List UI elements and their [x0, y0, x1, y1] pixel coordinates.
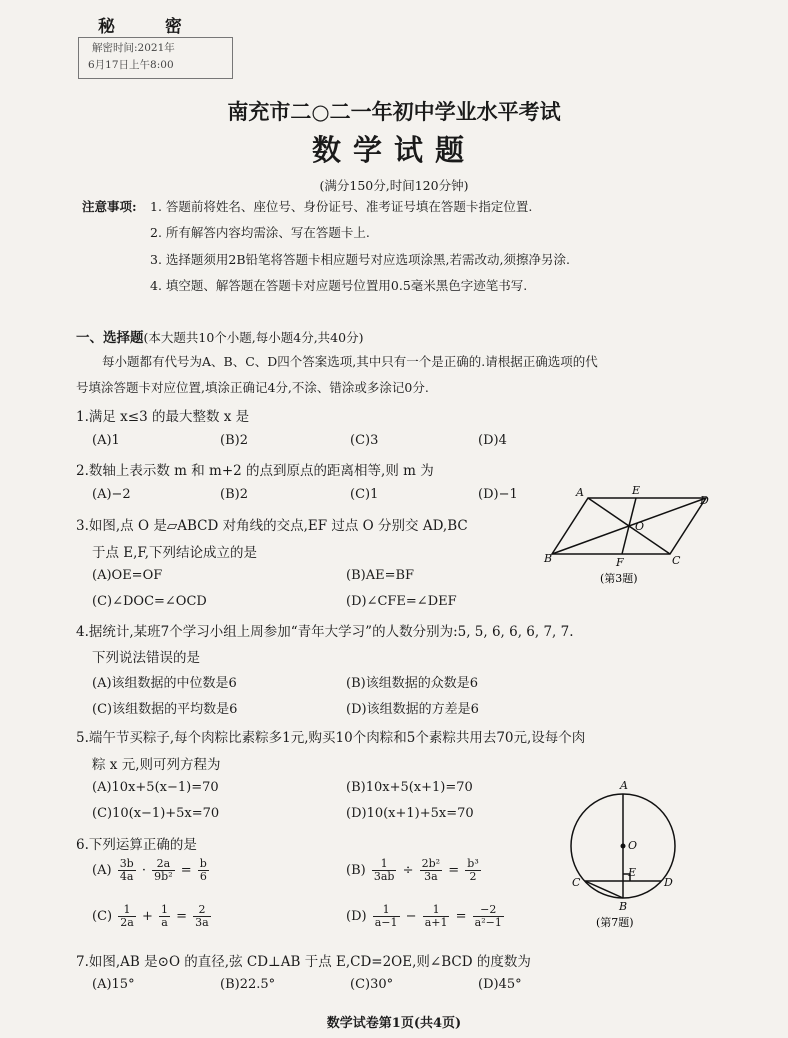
numerator: 1: [160, 903, 168, 916]
secret-label: 秘 密: [98, 17, 204, 37]
denominator: a+1: [424, 916, 448, 929]
fraction: [159, 904, 170, 929]
question-stem: 7.如图,AB 是⊙O 的直径,弦 CD⊥AB 于点 E,CD=2OE,则∠BCD 的度数为: [76, 954, 531, 970]
point-label: C: [572, 876, 581, 889]
option-d: [346, 904, 506, 929]
point-label: F: [616, 556, 624, 569]
option-a: (A)15°: [92, 977, 135, 992]
numerator: 1: [118, 904, 136, 917]
note-item: 1. 答题前将姓名、座位号、身份证号、准考证号填在答题卡指定位置.: [150, 199, 533, 214]
option-b: (B)2: [220, 433, 248, 448]
numerator: 2b²: [421, 857, 441, 870]
note-item: 2. 所有解答内容均需涂、写在答题卡上.: [150, 225, 370, 240]
point-label: A: [620, 779, 628, 792]
option-label: (C): [92, 909, 113, 924]
operator: +: [141, 909, 153, 924]
fraction: [118, 858, 136, 883]
exam-meta: (满分150分,时间120分钟): [319, 178, 469, 193]
option-b: [346, 858, 483, 883]
question-stem: 下列说法错误的是: [92, 650, 200, 666]
option-d: (D)该组数据的方差是6: [346, 702, 479, 717]
option-d: (D)4: [478, 433, 507, 448]
figure-caption: (第3题): [600, 572, 638, 585]
section-note: (本大题共10个小题,每小题4分,共40分): [143, 330, 364, 345]
fraction: [420, 858, 442, 883]
option-c: [92, 904, 213, 929]
point-label: B: [619, 900, 628, 913]
fraction: [373, 904, 400, 929]
section-heading: [76, 326, 363, 346]
option-label: (D): [346, 909, 367, 924]
point-label: O: [628, 839, 638, 852]
option-b: (B)22.5°: [220, 977, 276, 992]
numerator: 1: [373, 904, 400, 917]
parallelogram-figure: [540, 482, 720, 590]
option-a: (A)10x+5(x−1)=70: [92, 780, 219, 795]
denominator: 3ab: [373, 870, 395, 883]
option-b: (B)10x+5(x+1)=70: [346, 780, 473, 795]
fraction: [198, 858, 209, 883]
option-c: (C)30°: [350, 977, 394, 992]
denominator: a−1: [374, 916, 398, 929]
option-label: (B): [346, 863, 366, 878]
question-stem: 2.数轴上表示数 m 和 m+2 的点到原点的距离相等,则 m 为: [76, 463, 434, 479]
equals: =: [448, 863, 460, 878]
numerator: −2: [473, 904, 504, 917]
equals: =: [180, 863, 192, 878]
stamp-line-1: 解密时间:2021年: [92, 42, 175, 54]
numerator: b³: [467, 857, 479, 870]
fraction: [152, 858, 174, 883]
question-stem: 3.如图,点 O 是▱ABCD 对角线的交点,EF 过点 O 分别交 AD,BC: [76, 518, 468, 534]
point-label: B: [544, 552, 553, 565]
denominator: 4a: [119, 870, 134, 883]
denominator: 6: [199, 870, 207, 883]
option-a: (A)该组数据的中位数是6: [92, 676, 237, 691]
operator: ·: [141, 863, 147, 878]
subject-title: 数学试题: [311, 133, 476, 167]
option-c: (C)10(x−1)+5x=70: [92, 806, 220, 821]
point-label: E: [628, 866, 637, 879]
fraction: [193, 904, 211, 929]
option-d: (D)45°: [478, 977, 522, 992]
point-label: E: [632, 484, 641, 497]
point-label: C: [672, 554, 681, 567]
denominator: 2: [469, 870, 477, 883]
question-stem: 粽 x 元,则可列方程为: [92, 757, 221, 773]
operator: ÷: [402, 863, 414, 878]
exam-title: 南充市二○二一年初中学业水平考试: [227, 99, 561, 124]
option-label: (A): [92, 863, 112, 878]
option-b: (B)2: [220, 487, 248, 502]
question-stem: 于点 E,F,下列结论成立的是: [92, 545, 257, 561]
fraction: [372, 858, 397, 883]
operator: −: [405, 909, 417, 924]
question-stem: 4.据统计,某班7个学习小组上周参加“青年大学习”的人数分别为:5, 5, 6, 6, 6, 7, 7.: [76, 624, 574, 640]
numerator: b: [199, 857, 207, 870]
figure-caption: (第7题): [596, 916, 634, 929]
point-label: A: [576, 486, 584, 499]
option-c: (C)3: [350, 433, 379, 448]
numerator: 1: [372, 858, 397, 871]
option-d: (D)∠CFE=∠DEF: [346, 594, 457, 609]
denominator: 2a: [120, 916, 134, 929]
denominator: a²−1: [474, 916, 502, 929]
page-footer: 数学试卷第1页(共4页): [326, 1016, 462, 1031]
note-item: 3. 选择题须用2B铅笔将答题卡相应题号对应选项涂黑,若需改动,须擦净另涂.: [150, 252, 570, 267]
fraction: [465, 858, 480, 883]
notes-heading: 注意事项:: [82, 199, 137, 214]
question-stem: 6.下列运算正确的是: [76, 837, 197, 853]
denominator: 3a: [195, 916, 209, 929]
option-c: (C)1: [350, 487, 379, 502]
section-instruction: 号填涂答题卡对应位置,填涂正确记4分,不涂、错涂或多涂记0分.: [76, 380, 429, 395]
circle-figure: [560, 776, 690, 932]
section-title: 一、选择题: [76, 330, 144, 346]
question-stem: 1.满足 x≤3 的最大整数 x 是: [76, 409, 250, 425]
option-a: [92, 858, 211, 883]
option-a: (A)OE=OF: [92, 568, 163, 583]
equals: =: [455, 909, 467, 924]
option-d: (D)−1: [478, 487, 518, 502]
numerator: 1: [423, 904, 450, 917]
option-c: (C)该组数据的平均数是6: [92, 702, 238, 717]
numerator: 2a: [152, 858, 174, 871]
numerator: 2: [193, 904, 211, 917]
option-b: (B)该组数据的众数是6: [346, 676, 478, 691]
point-label: D: [664, 876, 673, 889]
option-a: (A)−2: [92, 487, 131, 502]
stamp-line-2: 6月17日上午8:00: [88, 59, 174, 71]
denominator: a: [161, 916, 168, 929]
denominator: 9b²: [154, 870, 173, 883]
numerator: 3b: [119, 857, 134, 870]
question-stem: 5.端午节买粽子,每个肉粽比素粽多1元,购买10个肉粽和5个素粽共用去70元,设每个肉: [76, 730, 586, 746]
option-a: (A)1: [92, 433, 120, 448]
fraction: [473, 904, 504, 929]
option-c: (C)∠DOC=∠OCD: [92, 594, 207, 609]
section-instruction: 每小题都有代号为A、B、C、D四个答案选项,其中只有一个是正确的.请根据正确选项的代: [102, 354, 598, 369]
option-b: (B)AE=BF: [346, 568, 415, 583]
fraction: [423, 904, 450, 929]
note-item: 4. 填空题、解答题在答题卡对应题号位置用0.5毫米黑色字迹笔书写.: [150, 278, 528, 293]
option-d: (D)10(x+1)+5x=70: [346, 806, 474, 821]
point-label: D: [700, 494, 709, 507]
denominator: 3a: [424, 870, 438, 883]
equals: =: [176, 909, 188, 924]
fraction: [118, 904, 136, 929]
point-label: O: [635, 520, 645, 533]
